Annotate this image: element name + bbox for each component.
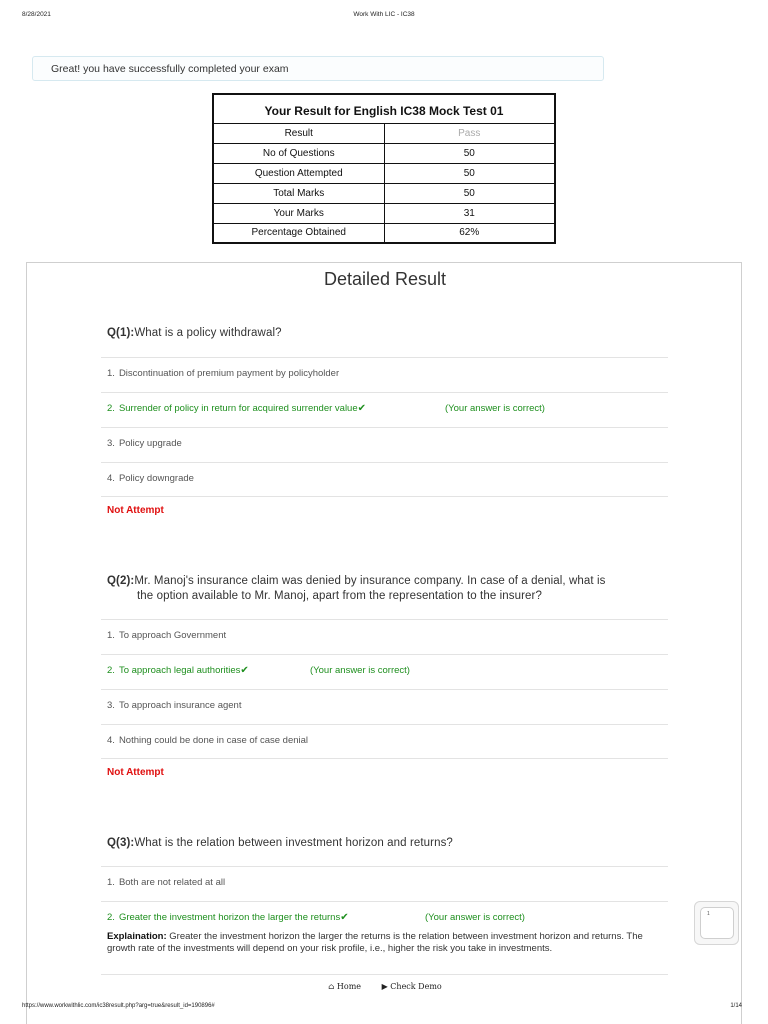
divider — [101, 974, 668, 975]
option-text: Both are not related at all — [118, 877, 226, 888]
result-table-heading: Your Result for English IC38 Mock Test 01 — [213, 94, 555, 123]
table-row — [213, 183, 555, 203]
play-icon: ▶ — [381, 982, 388, 991]
print-url: https://www.workwithlic.com/ic38result.php?arg=true&result_id=190896# — [22, 1003, 215, 1009]
success-alert — [32, 56, 604, 81]
question-2 — [107, 574, 667, 604]
row-label: Question Attempted — [213, 163, 384, 183]
panel-title: Detailed Result — [323, 269, 447, 289]
option-2-correct: 2. To approach legal authorities✔ (Your answer is correct) — [101, 654, 668, 689]
correct-note: (Your answer is correct) — [425, 912, 525, 923]
chat-widget-button[interactable] — [694, 901, 739, 945]
option-text: Greater the investment horizon the larger the returns — [118, 912, 341, 923]
footer-links — [27, 982, 743, 991]
row-label: Your Marks — [213, 203, 384, 223]
row-value: 50 — [384, 143, 555, 163]
option-1: 1. Discontinuation of premium payment by policyholder — [101, 357, 668, 392]
table-row — [213, 143, 555, 163]
print-header — [0, 11, 768, 21]
question-text: What is the relation between investment horizon and returns? — [134, 837, 453, 849]
option-1: 1. Both are not related at all — [101, 866, 668, 901]
print-date: 8/28/2021 — [22, 11, 51, 18]
question-3 — [107, 836, 667, 851]
row-value: 50 — [384, 163, 555, 183]
option-text: Policy downgrade — [118, 473, 194, 484]
check-demo-link[interactable]: ▶ Check Demo — [381, 982, 442, 991]
option-3: 3. Policy upgrade — [101, 427, 668, 462]
table-row — [213, 163, 555, 183]
page-number: 1/14 — [730, 1003, 742, 1009]
question-number: Q(1): — [107, 327, 135, 339]
row-label: No of Questions — [213, 143, 384, 163]
correct-note: (Your answer is correct) — [310, 665, 410, 676]
question-text: Mr. Manoj's insurance claim was denied by insurance company. In case of a denial, what is — [134, 575, 606, 587]
option-text: Policy upgrade — [118, 438, 182, 449]
row-value: 62% — [384, 223, 555, 243]
home-icon: ⌂ — [328, 982, 335, 991]
question-number: Q(3): — [107, 837, 135, 849]
check-icon: ✔ — [240, 665, 249, 676]
explanation-text: Greater the investment horizon the larger the returns is the relation between investment horizon and returns. The growth rate of the investments will depend on your risk profile, i.e., higher the risk you take in investments. — [107, 931, 643, 954]
detailed-result-panel — [26, 262, 742, 1024]
correct-note: (Your answer is correct) — [445, 403, 545, 414]
table-row — [213, 223, 555, 243]
question-1 — [107, 326, 667, 341]
not-attempt-label: Not Attempt — [107, 767, 164, 778]
print-footer — [0, 1003, 768, 1013]
option-3: 3. To approach insurance agent — [101, 689, 668, 724]
option-4: 4. Nothing could be done in case of case denial — [101, 724, 668, 759]
widget-inner — [700, 907, 734, 939]
option-text: Surrender of policy in return for acquired surrender value — [118, 403, 358, 414]
check-icon: ✔ — [340, 912, 349, 923]
explanation-label: Explaination: — [107, 931, 167, 942]
row-label: Percentage Obtained — [213, 223, 384, 243]
question-text: What is a policy withdrawal? — [134, 327, 282, 339]
option-2-correct: 2. Surrender of policy in return for acquired surrender value✔ (Your answer is correct) — [101, 392, 668, 427]
table-row — [213, 123, 555, 143]
row-label: Result — [213, 123, 384, 143]
result-status: Pass — [384, 123, 555, 143]
home-link[interactable]: ⌂ Home — [328, 982, 362, 991]
row-value: 50 — [384, 183, 555, 203]
option-2-correct: 2. Greater the investment horizon the larger the returns✔ (Your answer is correct) — [101, 901, 668, 936]
option-text: To approach legal authorities — [118, 665, 241, 676]
not-attempt-label: Not Attempt — [107, 505, 164, 516]
widget-count: 1 — [707, 911, 710, 917]
option-text: Nothing could be done in case of case denial — [118, 735, 309, 746]
print-title: Work With LIC - IC38 — [353, 11, 415, 18]
alert-message: Great! you have successfully completed your exam — [51, 63, 289, 75]
row-label: Total Marks — [213, 183, 384, 203]
check-icon: ✔ — [357, 403, 367, 414]
row-value: 31 — [384, 203, 555, 223]
option-1: 1. To approach Government — [101, 619, 668, 654]
option-text: Discontinuation of premium payment by policyholder — [118, 368, 340, 379]
option-text: To approach insurance agent — [118, 700, 242, 711]
option-text: To approach Government — [118, 630, 227, 641]
result-summary-table — [212, 93, 556, 244]
table-row — [213, 203, 555, 223]
explanation — [107, 931, 667, 954]
question-text-cont: the option available to Mr. Manoj, apart from the representation to the insurer? — [137, 590, 542, 602]
option-4: 4. Policy downgrade — [101, 462, 668, 497]
question-number: Q(2): — [107, 575, 135, 587]
